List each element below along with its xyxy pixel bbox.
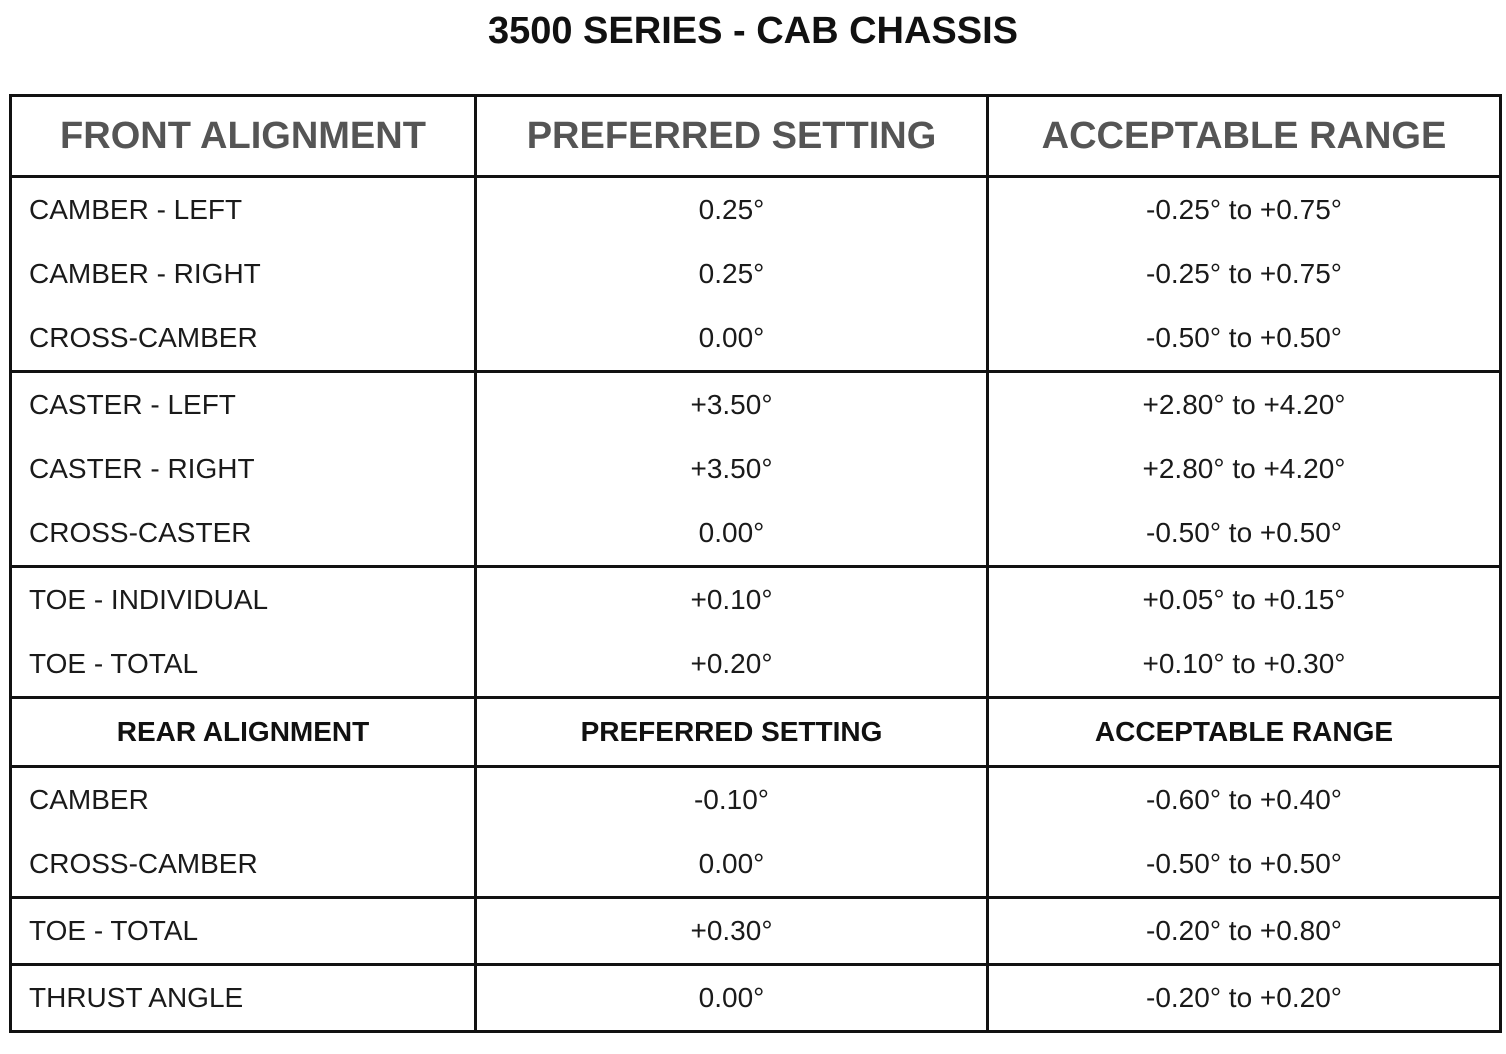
preferred-value: +0.30° — [690, 915, 773, 946]
parameter-name: TOE - TOTAL — [29, 648, 199, 679]
table-row — [11, 898, 1501, 965]
parameter-name: THRUST ANGLE — [29, 982, 244, 1013]
rear-alignment-header — [11, 698, 1501, 767]
preferred-value: 0.25° — [698, 258, 765, 289]
parameter-name: CROSS-CAMBER — [29, 322, 258, 353]
preferred-value: -0.10° — [693, 784, 770, 815]
acceptable-range: -0.60° to +0.40° — [1146, 784, 1342, 815]
acceptable-ranges — [988, 567, 1501, 698]
preferred-value: 0.00° — [698, 517, 765, 548]
parameter-names — [11, 372, 476, 567]
parameter-name: CASTER - RIGHT — [29, 453, 255, 484]
acceptable-ranges — [988, 372, 1501, 567]
acceptable-range: -0.25° to +0.75° — [1146, 258, 1342, 289]
acceptable-range: -0.20° to +0.80° — [1146, 915, 1342, 946]
acceptable-range: +2.80° to +4.20° — [1142, 389, 1346, 420]
acceptable-ranges — [988, 898, 1501, 965]
table-row — [11, 372, 1501, 567]
preferred-setting-heading: PREFERRED SETTING — [476, 698, 988, 767]
front-alignment-heading: FRONT ALIGNMENT — [11, 96, 476, 177]
acceptable-range: -0.20° to +0.20° — [1146, 982, 1342, 1013]
front-toe-group — [11, 567, 1501, 698]
parameter-name: CROSS-CASTER — [29, 517, 252, 548]
preferred-value: 0.25° — [698, 194, 765, 225]
preferred-value: +0.20° — [690, 648, 773, 679]
table-row — [11, 177, 1501, 372]
preferred-value: +0.10° — [690, 584, 773, 615]
table-row — [11, 965, 1501, 1032]
preferred-values — [476, 767, 988, 898]
preferred-values — [476, 898, 988, 965]
acceptable-range: -0.50° to +0.50° — [1146, 848, 1342, 879]
parameter-name: TOE - TOTAL — [29, 915, 199, 946]
acceptable-range: -0.25° to +0.75° — [1146, 194, 1342, 225]
preferred-value: 0.00° — [698, 322, 765, 353]
alignment-spec-table — [9, 94, 1502, 1033]
acceptable-range: +2.80° to +4.20° — [1142, 453, 1346, 484]
parameter-names — [11, 177, 476, 372]
parameter-names — [11, 898, 476, 965]
acceptable-range: -0.50° to +0.50° — [1146, 322, 1342, 353]
parameter-name: CAMBER - LEFT — [29, 194, 243, 225]
table-row — [11, 567, 1501, 698]
parameter-name: CAMBER — [29, 784, 149, 815]
preferred-value: +3.50° — [690, 389, 773, 420]
acceptable-ranges — [988, 767, 1501, 898]
preferred-values — [476, 177, 988, 372]
preferred-value: 0.00° — [698, 848, 765, 879]
parameter-name: TOE - INDIVIDUAL — [29, 584, 269, 615]
acceptable-range: +0.05° to +0.15° — [1142, 584, 1346, 615]
preferred-value: 0.00° — [698, 982, 765, 1013]
acceptable-range-heading: ACCEPTABLE RANGE — [988, 96, 1501, 177]
parameter-name: CROSS-CAMBER — [29, 848, 258, 879]
front-camber-group — [11, 177, 1501, 372]
page-title: 3500 SERIES - CAB CHASSIS — [487, 10, 1019, 52]
acceptable-range-heading: ACCEPTABLE RANGE — [988, 698, 1501, 767]
parameter-name: CAMBER - RIGHT — [29, 258, 261, 289]
rear-camber-group — [11, 767, 1501, 898]
preferred-values — [476, 372, 988, 567]
front-caster-group — [11, 372, 1501, 567]
acceptable-range: +0.10° to +0.30° — [1142, 648, 1346, 679]
table-row — [11, 767, 1501, 898]
preferred-values — [476, 965, 988, 1032]
acceptable-ranges — [988, 965, 1501, 1032]
preferred-values — [476, 567, 988, 698]
parameter-names — [11, 767, 476, 898]
preferred-setting-heading: PREFERRED SETTING — [476, 96, 988, 177]
parameter-names — [11, 965, 476, 1032]
rear-header-row — [11, 698, 1501, 767]
preferred-value: +3.50° — [690, 453, 773, 484]
front-alignment-header — [11, 96, 1501, 177]
rear-toe-group — [11, 898, 1501, 965]
front-header-row — [11, 96, 1501, 177]
rear-thrust-group — [11, 965, 1501, 1032]
acceptable-range: -0.50° to +0.50° — [1146, 517, 1342, 548]
acceptable-ranges — [988, 177, 1501, 372]
rear-alignment-heading: REAR ALIGNMENT — [11, 698, 476, 767]
parameter-names — [11, 567, 476, 698]
parameter-name: CASTER - LEFT — [29, 389, 236, 420]
